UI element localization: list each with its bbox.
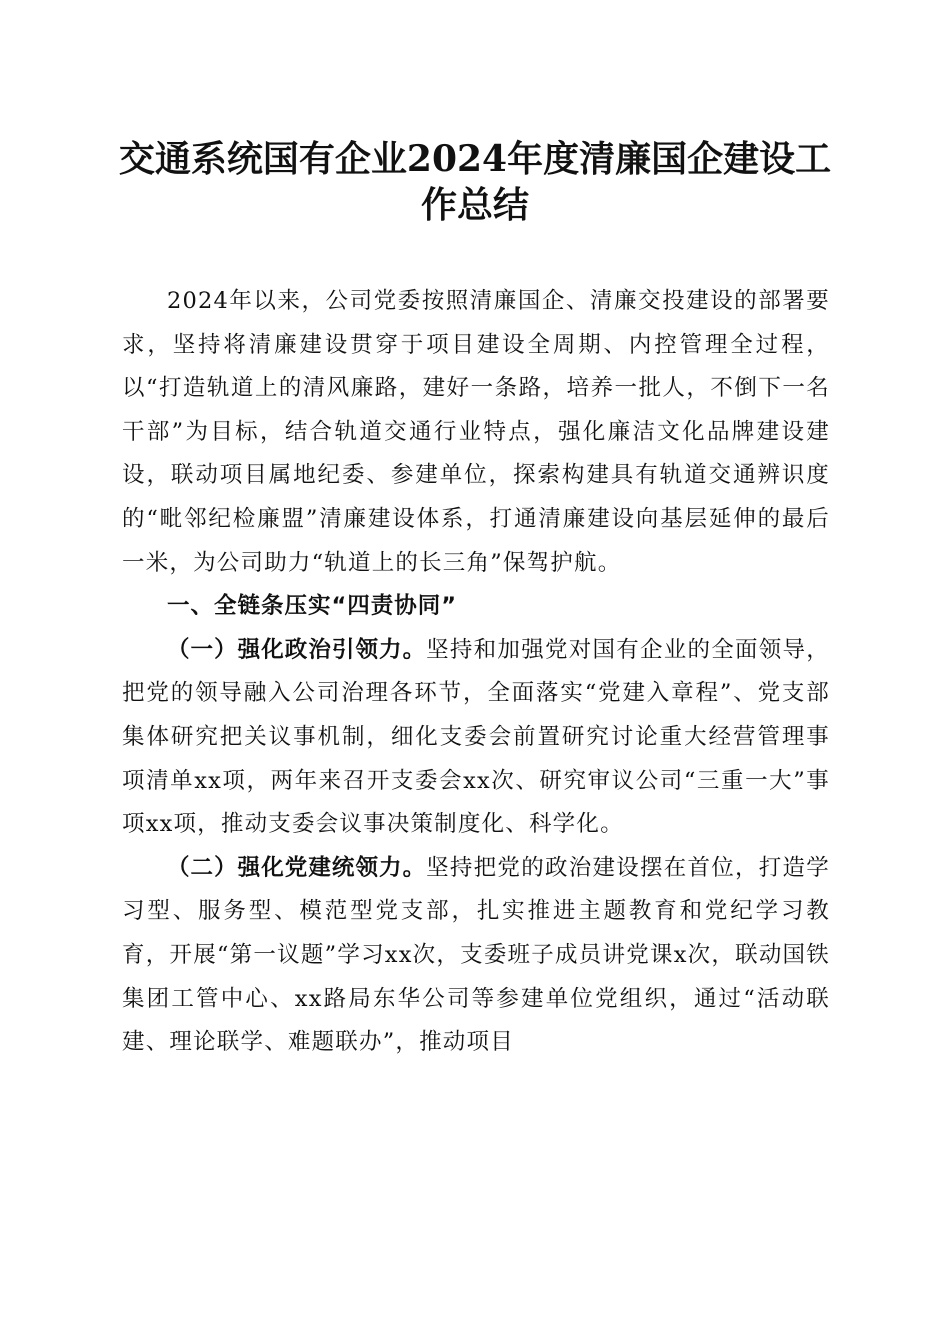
title-line-2: 作总结 xyxy=(420,184,529,226)
item-2-label: （二）强化党建统领力。 xyxy=(167,854,427,881)
paragraph-item-1 xyxy=(122,629,830,847)
item-2-text: 坚持把党的政治建设摆在首位，打造学习型、服务型、模范型党支部，扎实推进主题教育和党纪学习教育，开展“第一议题”学习xx次，支委班子成员讲党课x次，联动国铁集团工管中心、xx路局东华公司等参建单位党组织，通过“活动联建、理论联学、难题联办”，推动项目 xyxy=(122,854,830,1056)
document-body xyxy=(122,280,830,1065)
document-title xyxy=(110,136,840,228)
item-1-label: （一）强化政治引领力。 xyxy=(167,636,427,663)
paragraph-item-2 xyxy=(122,847,830,1065)
item-1-text: 坚持和加强党对国有企业的全面领导，把党的领导融入公司治理各环节，全面落实“党建入章程”、党支部集体研究把关议事机制，细化支委会前置研究讨论重大经营管理事项清单xx项，两年来召开支委会xx次、研究审议公司“三重一大”事项xx项，推动支委会议事决策制度化、科学化。 xyxy=(122,636,830,838)
title-line-1: 交通系统国有企业2024年度清廉国企建设工 xyxy=(118,138,832,180)
intro-paragraph: 2024年以来，公司党委按照清廉国企、清廉交投建设的部署要求，坚持将清廉建设贯穿于项目建设全周期、内控管理全过程，以“打造轨道上的清风廉路，建好一条路，培养一批人，不倒下一名干部”为目标，结合轨道交通行业特点，强化廉洁文化品牌建设建设，联动项目属地纪委、参建单位，探索构建具有轨道交通辨识度的“毗邻纪检廉盟”清廉建设体系，打通清廉建设向基层延伸的最后一米，为公司助力“轨道上的长三角”保驾护航。 xyxy=(122,288,830,576)
section-heading: 一、全链条压实“四责协同” xyxy=(167,593,458,620)
